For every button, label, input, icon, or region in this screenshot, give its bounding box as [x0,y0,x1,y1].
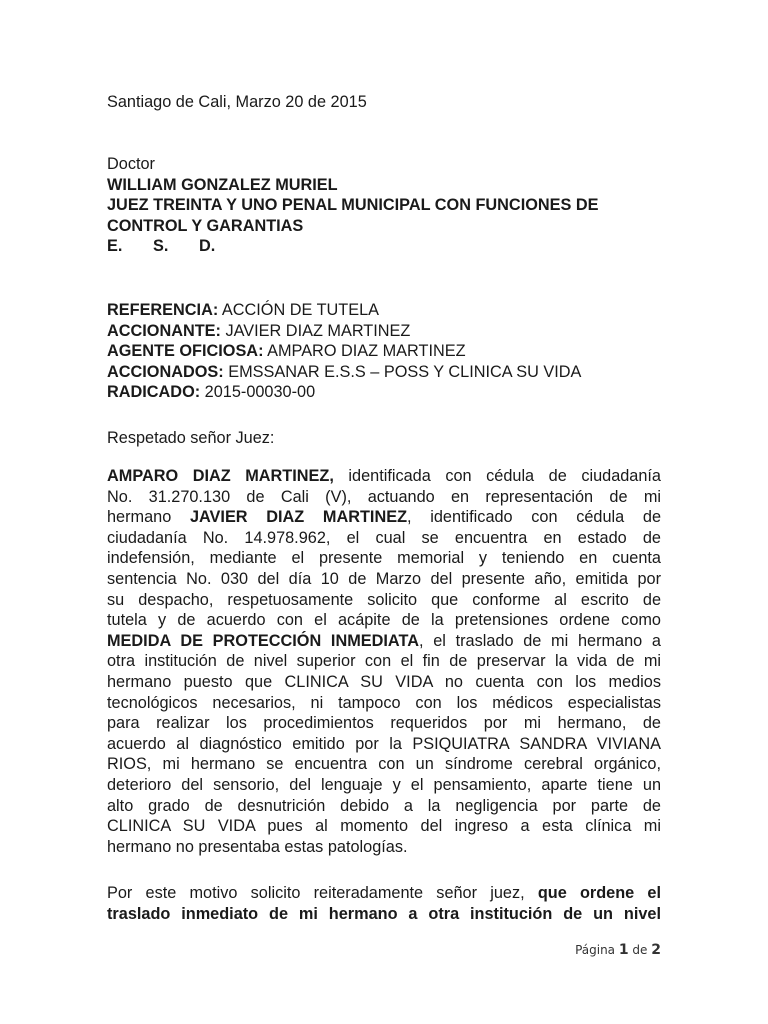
addressee-name: WILLIAM GONZALEZ MURIEL [107,175,338,194]
addressee-position-line2: CONTROL Y GARANTIAS [107,216,304,235]
body-line: otra institución de nivel superior con el fin de preservar la vida de mi [107,652,661,671]
body-line: ciudadanía No. 14.978.962, el cual se encuentra en estado de [107,528,661,547]
body-line: sentencia No. 030 del día 10 de Marzo del presente año, emitida por [107,569,661,588]
greeting-text: Respetado señor Juez: [107,429,275,447]
body-line: tutela y de acuerdo con el acápite de la pretensiones ordene como [107,611,661,630]
body-line: No. 31.270.130 de Cali (V), actuando en representación de mi [107,487,661,506]
esd-s: S. [153,237,169,256]
date-line [107,92,661,113]
of-word: de [628,943,652,957]
body-line: deterioro del sensorio, del lenguaje y el pensamiento, aparte tiene un [107,775,661,794]
closing-line: traslado inmediato de mi hermano a otra institución de un nivel [107,904,661,923]
body-line: hermano no presentaba estas patologías. [107,837,408,856]
protection-measure: MEDIDA DE PROTECCIÓN INMEDIATA [107,631,419,650]
body-line [107,507,661,528]
radicado-label: RADICADO: [107,383,201,402]
addressee-block [107,154,661,257]
accionados-value: EMSSANAR E.S.S – POSS Y CLINICA SU VIDA [223,362,582,381]
body-line: CLINICA SU VIDA pues al momento del ingreso a esta clínica mi [107,817,661,836]
closing-line [107,883,661,904]
accionante-value: JAVIER DIAZ MARTINEZ [220,321,411,340]
accionante-line [107,321,661,342]
body-paragraph [107,466,661,857]
page-number [575,942,661,958]
body-line [107,466,661,487]
body-line: indefensión, mediante el presente memorial y teniendo en cuenta [107,549,661,568]
greeting [107,428,661,449]
body-line: para realizar los procedimientos requeridos por mi hermano, de [107,714,661,733]
agente-oficiosa-label: AGENTE OFICIOSA: [107,342,264,361]
esd-line [107,236,661,257]
body-line: su despacho, respetuosamente solicito que conforme al escrito de [107,590,661,609]
body-text: identificada con cédula de ciudadanía [333,467,661,485]
references-block [107,300,661,403]
body-line: tecnológicos necesarios, ni tampoco con los médicos especialistas [107,693,661,712]
esd-e: E. [107,237,123,256]
reference-value: ACCIÓN DE TUTELA [218,301,380,319]
reference-line [107,300,661,321]
body-text: , el traslado de mi hermano a [418,631,661,650]
total-pages: 2 [651,942,661,958]
agente-oficiosa-line [107,341,661,362]
date-text: Santiago de Cali, Marzo 20 de 2015 [107,93,367,111]
closing-text: Por este motivo solicito reiteradamente señor juez, [107,884,538,902]
current-page: 1 [618,942,629,958]
page-word: Página [575,943,619,957]
body-line: alto grado de desnutrición debido a la negligencia por parte de [107,796,661,815]
agente-oficiosa-value: AMPARO DIAZ MARTINEZ [263,342,466,361]
radicado-line [107,382,661,403]
radicado-value: 2015-00030-00 [200,383,316,402]
petitioner-name: AMPARO DIAZ MARTINEZ, [107,467,334,485]
accionados-line [107,362,661,383]
body-text: , identificado con cédula de [407,508,661,527]
addressee-position-line1: JUEZ TREINTA Y UNO PENAL MUNICIPAL CON FUNCIONES DE [107,196,599,215]
accionante-label: ACCIONANTE: [107,321,221,340]
closing-bold: que ordene el [537,884,662,902]
reference-label: REFERENCIA: [107,301,219,319]
body-line: RIOS, mi hermano se encuentra con un síndrome cerebral orgánico, [107,755,661,774]
addressee-title: Doctor [107,155,155,173]
body-line [107,631,661,652]
esd-d: D. [199,237,216,256]
brother-name: JAVIER DIAZ MARTINEZ [189,508,408,527]
body-text: hermano [107,508,190,527]
body-line: hermano puesto que CLINICA SU VIDA no cuenta con los medios [107,672,661,691]
accionados-label: ACCIONADOS: [107,362,224,381]
body-line: acuerdo al diagnóstico emitido por la PSIQUIATRA SANDRA VIVIANA [107,734,661,753]
closing-paragraph [107,883,661,924]
